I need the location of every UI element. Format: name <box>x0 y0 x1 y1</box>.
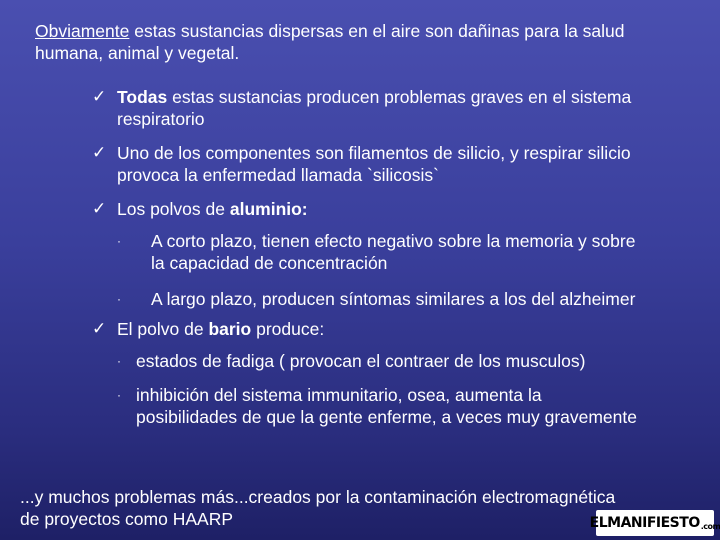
sub-item-line: A largo plazo, producen síntomas similares a los del alzheimer <box>151 289 636 309</box>
sub-item-line: inhibición del sistema immunitario, osea, aumenta la <box>136 385 542 405</box>
bullet-text: Los polvos de <box>117 199 230 219</box>
intro-line-1-text: estas sustancias dispersas en el aire son dañinas para la salud <box>129 21 625 41</box>
footer-line-2: de proyectos como HAARP <box>20 509 234 529</box>
sub-item-line: estados de fadiga ( provocan el contraer de los musculos) <box>136 351 586 371</box>
logo-text: ELMANIFIESTO <box>589 515 700 531</box>
footer-paragraph <box>20 486 615 530</box>
elmanifiesto-logo <box>589 510 720 536</box>
sub-item-line: la capacidad de concentración <box>151 253 388 273</box>
sub-item-largo-plazo <box>151 288 635 310</box>
logo-suffix: .com <box>700 522 720 531</box>
bullet-item-aluminio <box>117 198 308 220</box>
check-icon: ✓ <box>92 319 107 338</box>
check-icon: ✓ <box>92 199 107 218</box>
intro-underlined-word: Obviamente <box>35 21 130 41</box>
bold-word: aluminio: <box>229 199 308 219</box>
sub-item-corto-plazo <box>151 230 635 274</box>
bullet-item-todas <box>117 86 631 130</box>
sub-bullet-icon: · <box>117 234 121 248</box>
sub-bullet-icon: · <box>117 388 121 402</box>
intro-line-2: humana, animal y vegetal. <box>35 43 240 63</box>
bullet-text: estas sustancias producen problemas graves en el sistema <box>167 87 632 107</box>
bullet-item-line <box>117 86 631 108</box>
bullet-item-line <box>117 318 324 340</box>
footer-line-1: ...y muchos problemas más...creados por la contaminación electromagnética <box>20 487 616 507</box>
bullet-item-line <box>117 198 308 220</box>
bullet-item-line: provoca la enfermedad llamada `silicosis` <box>117 165 439 185</box>
check-icon: ✓ <box>92 87 107 106</box>
intro-line-1 <box>35 20 625 42</box>
bullet-item-silicio <box>117 142 631 186</box>
bullet-text: El polvo de <box>117 319 209 339</box>
bold-word: Todas <box>117 87 168 107</box>
sub-item-inhibicion <box>136 384 637 428</box>
sub-item-line: posibilidades de que la gente enferme, a veces muy gravemente <box>136 407 637 427</box>
sub-item-fadiga <box>136 350 585 372</box>
bullet-item-bario <box>117 318 324 340</box>
bullet-text: produce: <box>251 319 325 339</box>
bullet-item-line: respiratorio <box>117 109 205 129</box>
check-icon: ✓ <box>92 143 107 162</box>
bullet-item-line: Uno de los componentes son filamentos de silicio, y respirar silicio <box>117 143 631 163</box>
intro-paragraph <box>35 20 625 64</box>
sub-item-line: A corto plazo, tienen efecto negativo sobre la memoria y sobre <box>151 231 636 251</box>
bold-word: bario <box>208 319 252 339</box>
sub-bullet-icon: · <box>117 292 121 306</box>
sub-bullet-icon: · <box>117 354 121 368</box>
